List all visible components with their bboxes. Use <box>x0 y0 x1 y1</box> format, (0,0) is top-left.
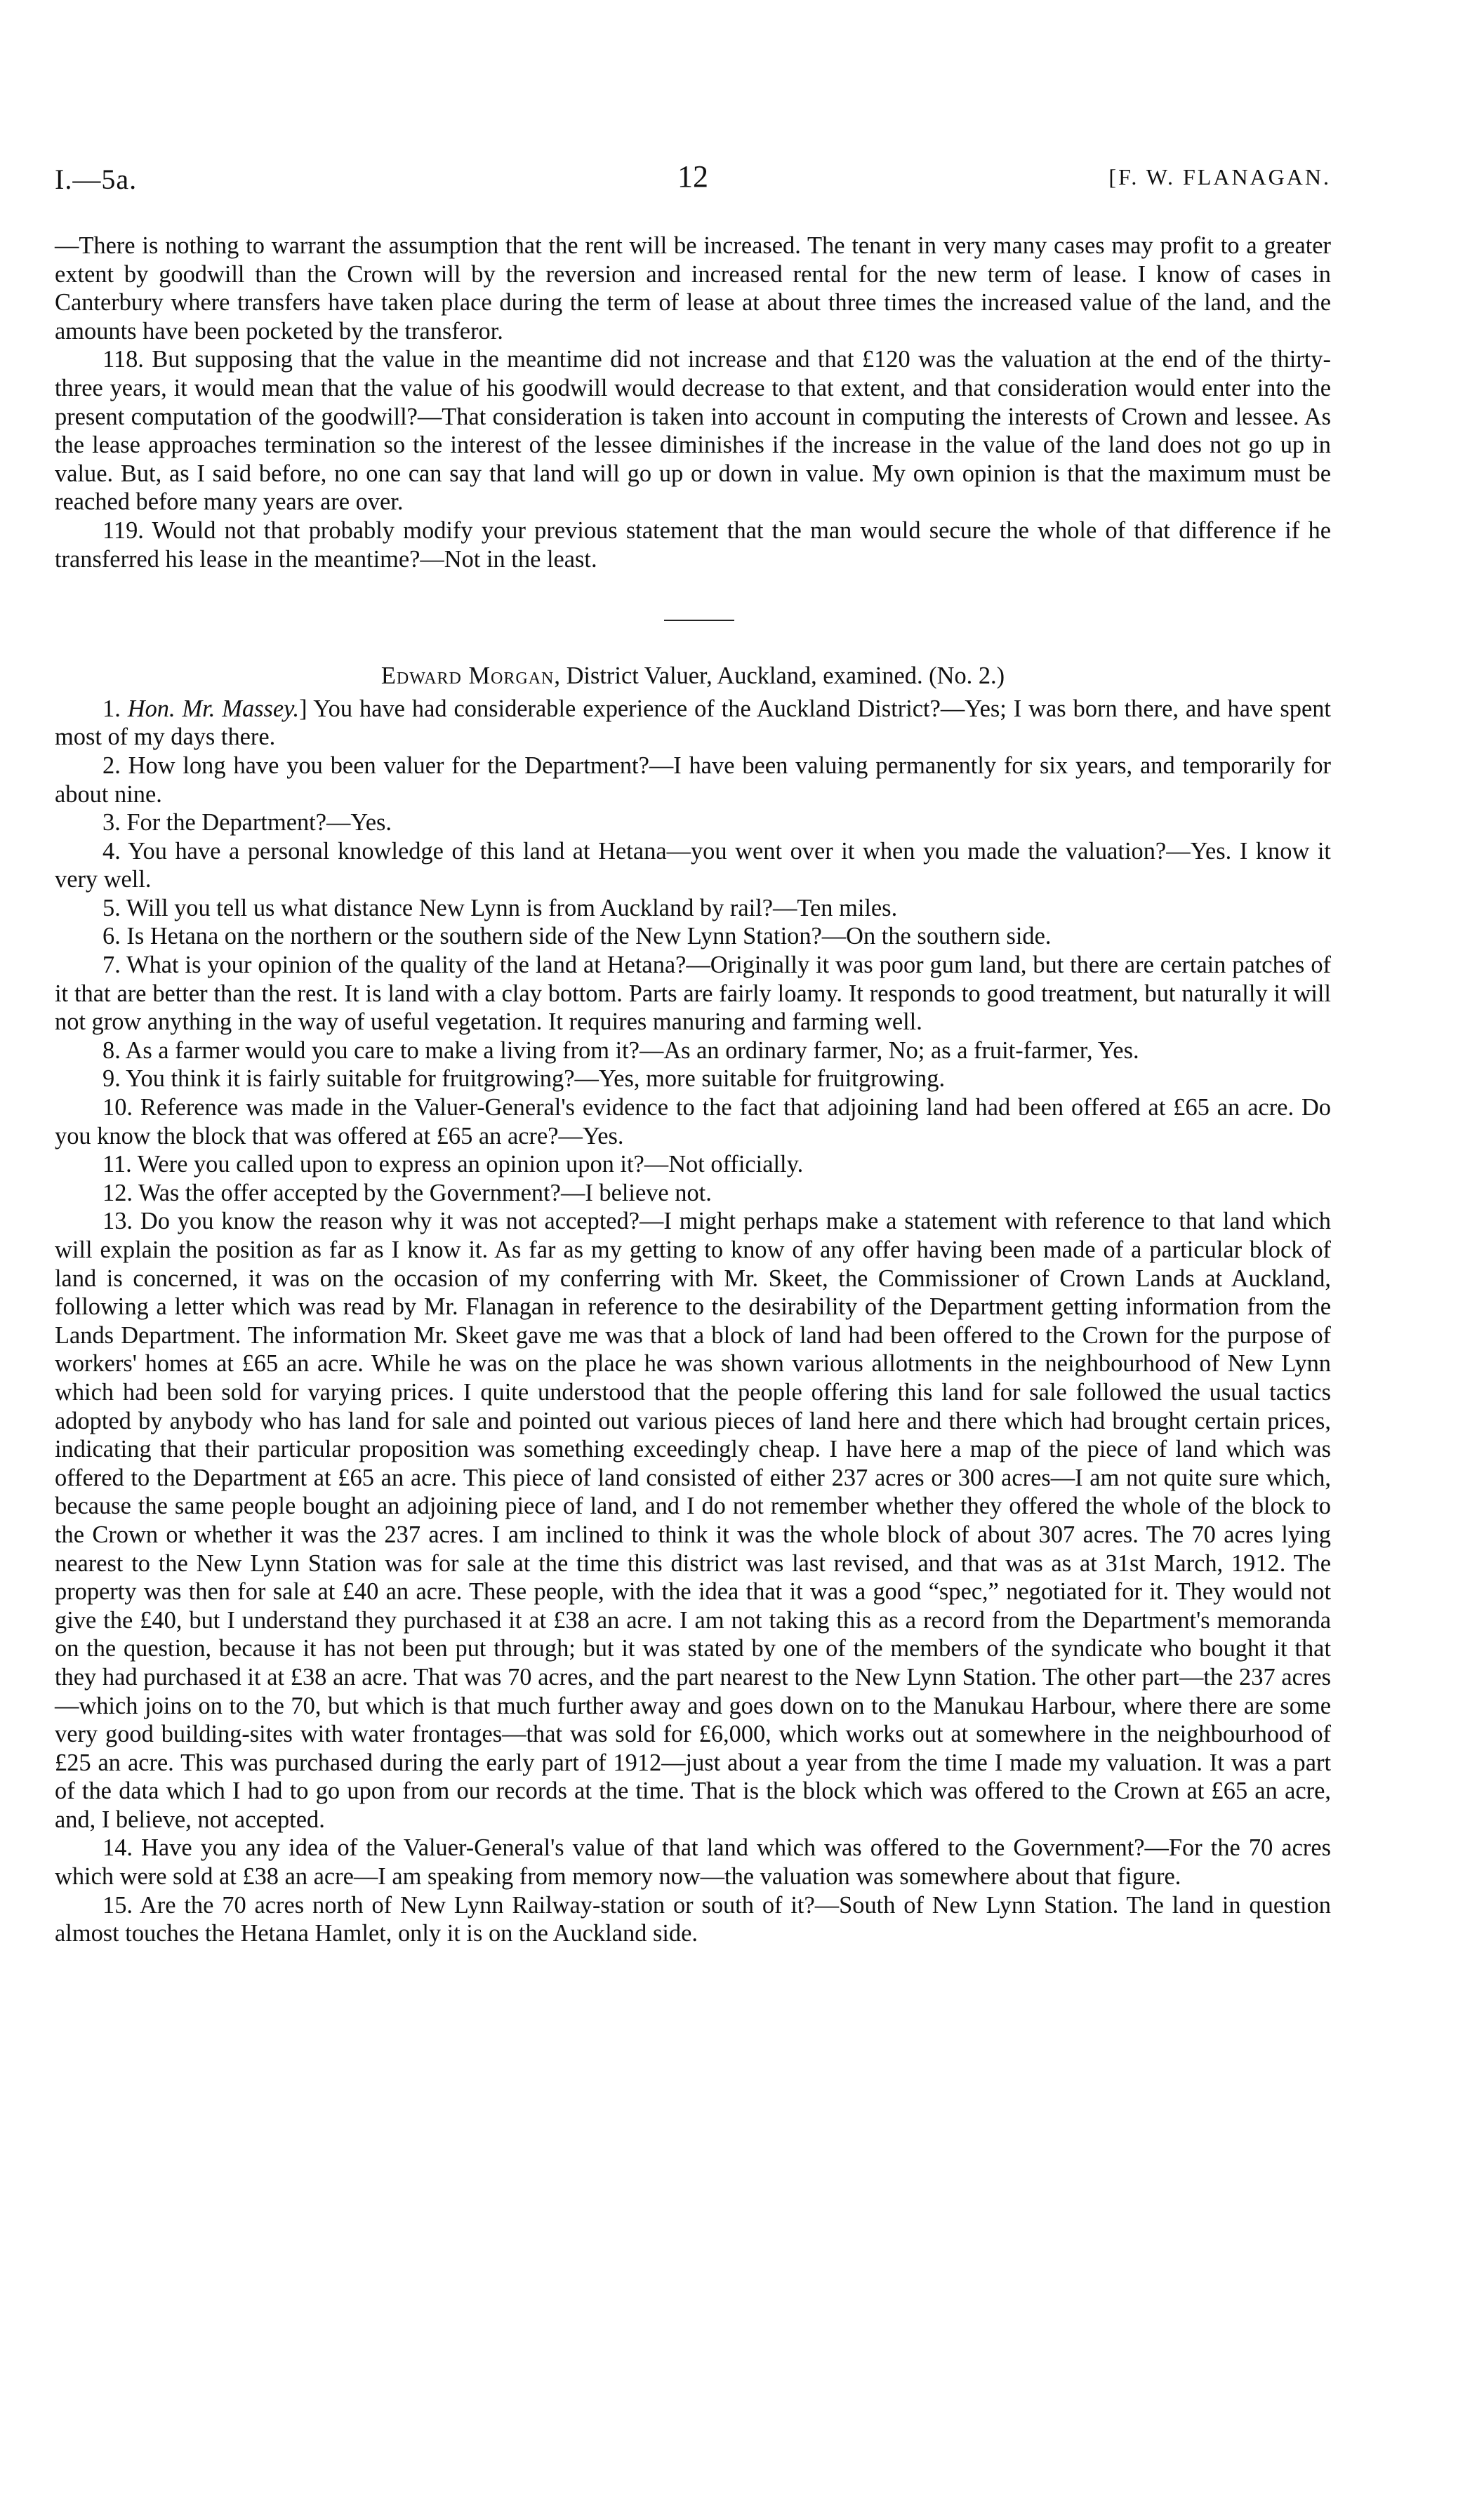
section-divider <box>55 573 1331 644</box>
question-119: 119. Would not that probably modify your previous statement that the man would secure the whole of that difference if he transferred his lease in the meantime?—Not in the least. <box>55 516 1331 573</box>
parliamentary-paper-reference: I.—5a. <box>55 164 138 195</box>
question-11: 11. Were you called upon to express an opinion upon it?—Not officially. <box>102 1151 804 1178</box>
question-9: 9. You think it is fairly suitable for fruitgrowing?—Yes, more suitable for fruitgrowing. <box>102 1065 946 1093</box>
question-8: 8. As a farmer would you care to make a living from it?—As an ordinary farmer, No; as a fruit-farmer, Yes. <box>102 1036 1139 1064</box>
question-2: 2. How long have you been valuer for the Department?—I have been valuing permanently for six years, and temporarily for about nine. <box>55 752 1331 808</box>
question-5: 5. Will you tell us what distance New Lynn is from Auckland by rail?—Ten miles. <box>102 894 898 921</box>
question-4: 4. You have a personal knowledge of this land at Hetana—you went over it when you made the valuation?—Yes. I know it very well. <box>55 837 1331 893</box>
question-7: 7. What is your opinion of the quality of the land at Hetana?—Originally it was poor gum land, but there are certain patches of it that are better than the rest. It is land with a clay bottom. Parts are fairly loamy. It responds to good treatment, but naturally it will not grow anything in the way of useful vegetation. It requires manuring and farming well. <box>55 952 1331 1036</box>
question-6: 6. Is Hetana on the northern or the southern side of the New Lynn Station?—On the southern side. <box>102 923 1052 950</box>
evidence-text <box>55 232 1331 1948</box>
question-1: 1. Hon. Mr. Massey.] You have had considerable experience of the Auckland District?—Yes; I was born there, and have spent most of my days there. <box>55 695 1331 751</box>
question-10: 10. Reference was made in the Valuer-General's evidence to the fact that adjoining land had been offered at £65 an acre. Do you know the block that was offered at £65 an acre?—Yes. <box>55 1094 1331 1149</box>
page-number: 12 <box>677 159 708 194</box>
witness-running-head: [F. W. FLANAGAN. <box>1108 164 1331 189</box>
witness-description: , District Valuer, Auckland, examined. (No. 2.) <box>554 662 1005 690</box>
question-12: 12. Was the offer accepted by the Government?—I believe not. <box>102 1179 712 1206</box>
question-118: 118. But supposing that the value in the meantime did not increase and that £120 was the valuation at the end of the thirty-three years, it would mean that the value of his goodwill would decrease to that extent, and that consideration would enter into the present computation of the goodwill?—That consideration is taken into account in computing the interests of Crown and lessee. As the lease approaches termination so the interest of the lessee diminishes if the increase in the value of the land does not go up in value. But, as I said before, no one can say that land will go up or down in value. My own opinion is that the maximum must be reached before many years are over. <box>55 346 1331 516</box>
flanagan-answer-continuation: —There is nothing to warrant the assumption that the rent will be increased. The tenant in very many cases may profit to a greater extent by goodwill than the Crown will by the reversion and increased rental for the new term of lease. I know of cases in Canterbury where transfers have taken place during the term of lease at about three times the increased value of the land, and the amounts have been pocketed by the transferor. <box>55 232 1331 345</box>
question-15: 15. Are the 70 acres north of New Lynn Railway-station or south of it?—South of New Lynn Station. The land in question almost touches the Hetana Hamlet, only it is on the Auckland side. <box>55 1891 1331 1947</box>
witness-heading <box>55 662 1331 691</box>
page-header <box>55 159 1331 205</box>
question-14: 14. Have you any idea of the Valuer-General's value of that land which was offered to the Government?—For the 70 acres which were sold at £38 an acre—I am speaking from memory now—the valuation was somewhere about that figure. <box>55 1834 1331 1891</box>
question-13: 13. Do you know the reason why it was not accepted?—I might perhaps make a statement with reference to that land which will explain the position as far as I know it. As far as my getting to know of any offer having been made of a particular block of land is concerned, it was on the occasion of my conferring with Mr. Skeet, the Commissioner of Crown Lands at Auckland, following a letter which was read by Mr. Flanagan in reference to the desirability of the Department getting information from the Lands Department. The information Mr. Skeet gave me was that a block of land had been offered to the Crown for the purpose of workers' homes at £65 an acre. While he was on the place he was shown various allotments in the neighbourhood of New Lynn which had been sold for varying prices. I quite understood that the people offering this land for sale followed the usual tactics adopted by anybody who has land for sale and pointed out various pieces of land here and there which had brought certain prices, indicating that their particular proposition was something exceedingly cheap. I have here a map of the piece of land which was offered to the Department at £65 an acre. This piece of land consisted of either 237 acres or 300 acres—I am not quite sure which, because the same people bought an adjoining piece of land, and I do not remember whether they offered the whole of the block to the Crown or whether it was the 237 acres. I am inclined to think it was the whole block of about 307 acres. The 70 acres lying nearest to the New Lynn Station was for sale at the time this district was last revised, and that was as at 31st March, 1912. The property was then for sale at £40 an acre. These people, with the idea that it was a good “spec,” negotiated for it. They would not give the £40, but I understand they purchased it at £38 an acre. I am not taking this as a record from the Department's memoranda on the question, because it has not been put through; but it was stated by one of the members of the syndicate who bought it that they had purchased it at £38 an acre. That was 70 acres, and the part nearest to the New Lynn Station. The other part—the 237 acres—which joins on to the 70, but which is that much further away and goes down on to the Manukau Harbour, where there are some very good building-sites with water frontages—that was sold for £6,000, which works out at somewhere in the neighbourhood of £25 an acre. This was purchased during the early part of 1912—just about a year from the time I made my valuation. It was a part of the data which I had to go upon from our records at the time. That is the block which was offered to the Crown at £65 an acre, and, I believe, not accepted. <box>55 1208 1331 1833</box>
question-3: 3. For the Department?—Yes. <box>102 809 392 836</box>
divider-rule <box>664 620 734 621</box>
witness-name: Edward Morgan <box>380 662 555 690</box>
questioner-name: Hon. Mr. Massey. <box>127 695 300 722</box>
